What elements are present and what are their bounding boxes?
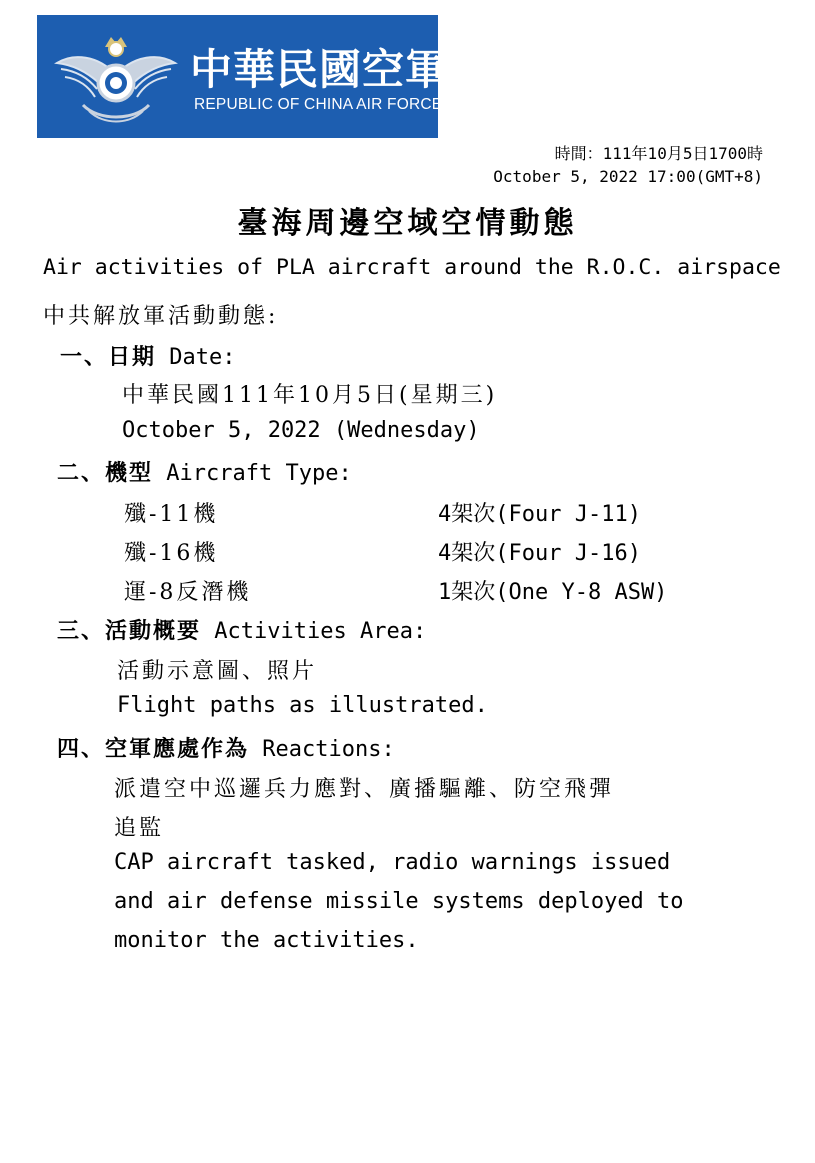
logo-title-english: REPUBLIC OF CHINA AIR FORCE	[194, 96, 443, 113]
section-date-heading-cn: 一、日期	[60, 345, 157, 370]
section-area-heading	[57, 614, 426, 645]
air-force-emblem-icon	[53, 25, 179, 129]
aircraft-count: 4架次(Four J-16)	[438, 541, 641, 566]
area-chinese: 活動示意圖、照片	[117, 659, 318, 684]
reactions-english-line-2: and air defense missile systems deployed to	[114, 889, 684, 914]
aircraft-count: 4架次(Four J-11)	[438, 502, 641, 527]
area-english: Flight paths as illustrated.	[117, 693, 488, 718]
logo-title-chinese: 中華民國空軍	[190, 45, 449, 94]
date-chinese: 中華民國111年10月5日(星期三)	[122, 383, 498, 408]
aircraft-type: 殲-11機	[124, 502, 219, 527]
section-area-heading-en: Activities Area:	[201, 619, 427, 644]
section-aircraft-heading	[57, 456, 352, 487]
section-reactions-heading-cn: 四、空軍應處作為	[57, 737, 250, 762]
report-timestamp	[493, 142, 763, 188]
timestamp-english: October 5, 2022 17:00(GMT+8)	[493, 167, 763, 186]
reactions-english-line-3: monitor the activities.	[114, 928, 419, 953]
section-aircraft-heading-cn: 二、機型	[57, 461, 154, 486]
reactions-chinese-line-2: 追監	[114, 816, 165, 841]
rocaf-logo-banner	[37, 15, 449, 138]
section-aircraft-heading-en: Aircraft Type:	[153, 461, 352, 486]
section-reactions-heading	[57, 732, 395, 763]
section-date-heading-en: Date:	[156, 345, 236, 370]
date-english: October 5, 2022 (Wednesday)	[122, 418, 480, 443]
aircraft-type: 殲-16機	[124, 541, 219, 566]
timestamp-chinese: 時間：111年10月5日1700時	[554, 144, 763, 163]
section-area-heading-cn: 三、活動概要	[57, 619, 202, 644]
section-reactions-heading-en: Reactions:	[249, 737, 395, 762]
reactions-chinese-line-1: 派遣空中巡邏兵力應對、廣播驅離、防空飛彈	[114, 777, 615, 802]
reactions-english-line-1: CAP aircraft tasked, radio warnings issued	[114, 850, 671, 875]
aircraft-type: 運-8反潛機	[124, 580, 252, 605]
lead-text: 中共解放軍活動動態:	[43, 304, 279, 329]
section-date-heading	[60, 340, 236, 371]
page-title: 臺海周邊空域空情動態	[237, 206, 578, 241]
aircraft-count: 1架次(One Y-8 ASW)	[438, 580, 668, 605]
page-subtitle: Air activities of PLA aircraft around the R.O.C. airspace	[43, 255, 781, 280]
